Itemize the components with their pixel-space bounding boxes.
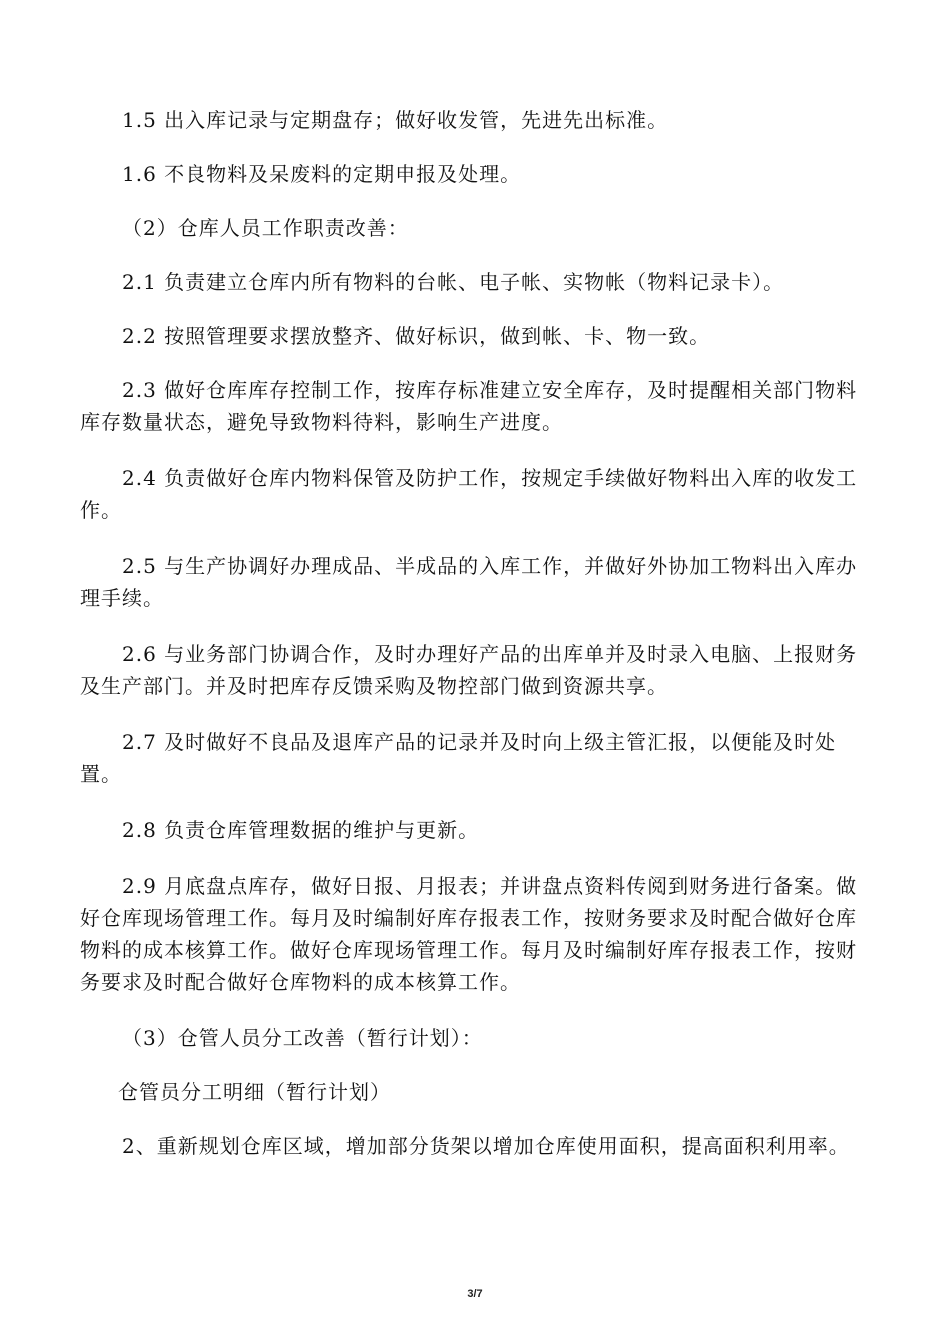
paragraph-2-6: 2.6 与业务部门协调合作，及时办理好产品的出库单并及时录入电脑、上报财务及生产部门。并及时把库存反馈采购及物控部门做到资源共享。 bbox=[80, 642, 858, 698]
paragraph-2-9: 2.9 月底盘点库存，做好日报、月报表；并讲盘点资料传阅到财务进行备案。做好仓库现场管理工作。每月及时编制好库存报表工作，按财务要求及时配合做好仓库物料的成本核算工作。做好仓库现场管理工作。每月及时编制好库存报表工作，按财务要求及时配合做好仓库物料的成本核算工作。 bbox=[80, 874, 858, 994]
paragraph-2-1: 2.1 负责建立仓库内所有物料的台帐、电子帐、实物帐（物料记录卡）。 bbox=[122, 270, 785, 294]
page-number: 3/7 bbox=[467, 1288, 483, 1300]
paragraph-1-6: 1.6 不良物料及呆废料的定期申报及处理。 bbox=[122, 162, 522, 186]
paragraph-2-2: 2.2 按照管理要求摆放整齐、做好标识，做到帐、卡、物一致。 bbox=[122, 324, 711, 348]
paragraph-1-5: 1.5 出入库记录与定期盘存；做好收发管，先进先出标准。 bbox=[122, 108, 669, 132]
document-body bbox=[80, 104, 870, 1184]
section-heading-2: （2）仓库人员工作职责改善： bbox=[122, 216, 409, 240]
paragraph-2-5: 2.5 与生产协调好办理成品、半成品的入库工作，并做好外协加工物料出入库办理手续。 bbox=[80, 554, 858, 610]
paragraph-2-8: 2.8 负责仓库管理数据的维护与更新。 bbox=[122, 818, 480, 842]
paragraph-staff-division: 仓管员分工明细（暂行计划） bbox=[118, 1080, 391, 1104]
paragraph-2-3: 2.3 做好仓库库存控制工作，按库存标准建立安全库存，及时提醒相关部门物料库存数量状态，避免导致物料待料，影响生产进度。 bbox=[80, 378, 858, 434]
section-heading-3: （3）仓管人员分工改善（暂行计划）： bbox=[122, 1026, 483, 1050]
paragraph-warehouse-replan: 2、重新规划仓库区域，增加部分货架以增加仓库使用面积，提高面积利用率。 bbox=[122, 1134, 850, 1158]
paragraph-2-7: 2.7 及时做好不良品及退库产品的记录并及时向上级主管汇报，以便能及时处置。 bbox=[80, 730, 837, 786]
paragraph-2-4: 2.4 负责做好仓库内物料保管及防护工作，按规定手续做好物料出入库的收发工作。 bbox=[80, 466, 858, 522]
